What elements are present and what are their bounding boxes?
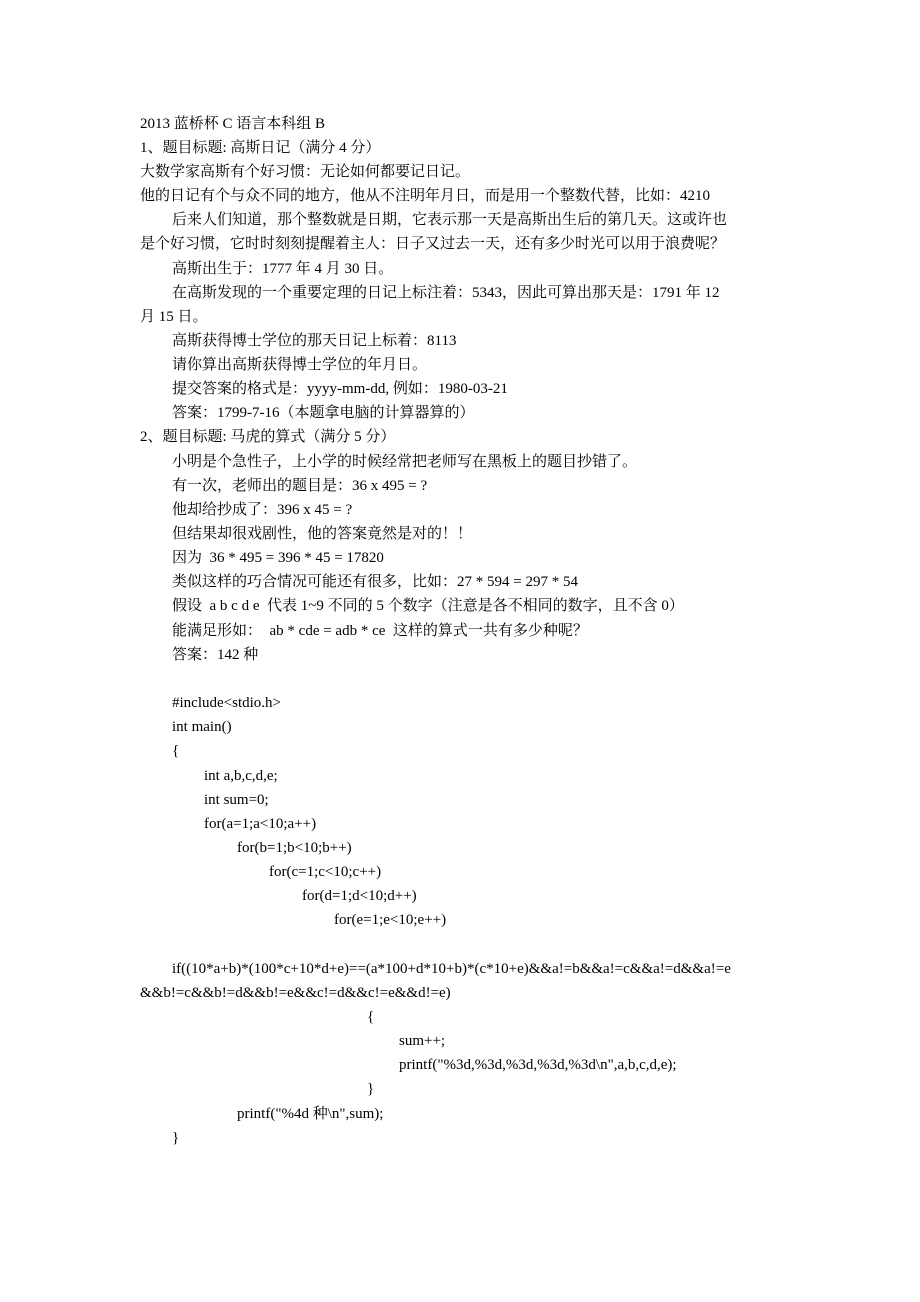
code-line: } <box>172 1130 180 1146</box>
q1-paragraph-8: 提交答案的格式是：yyyy-mm-dd, 例如：1980-03-21 <box>172 381 508 397</box>
code-line: if((10*a+b)*(100*c+10*d+e)==(a*100+d*10+b)*(c*10+e)&&a!=b&&a!=c&&a!=d&&a!=e <box>172 961 731 977</box>
code-line: for(c=1;c<10;c++) <box>269 864 382 880</box>
q1-answer: 答案：1799-7-16（本题拿电脑的计算器算的） <box>172 405 475 421</box>
q2-paragraph-2: 有一次，老师出的题目是：36 x 495 = ? <box>172 478 428 494</box>
q1-paragraph-5a: 在高斯发现的一个重要定理的日记上标注着：5343，因此可算出那天是：1791 年 12 <box>172 285 720 301</box>
q2-paragraph-1: 小明是个急性子，上小学的时候经常把老师写在黑板上的题目抄错了。 <box>172 454 638 470</box>
q2-paragraph-7: 假设 a b c d e 代表 1~9 不同的 5 个数字（注意是各不相同的数字，且不含 0） <box>172 598 684 614</box>
q2-paragraph-3: 他却给抄成了：396 x 45 = ? <box>172 502 353 518</box>
q1-paragraph-7: 请你算出高斯获得博士学位的年月日。 <box>172 357 428 373</box>
q2-paragraph-5: 因为 36 * 495 = 396 * 45 = 17820 <box>172 550 384 566</box>
code-line: for(a=1;a<10;a++) <box>204 816 317 832</box>
q1-paragraph-6: 高斯获得博士学位的那天日记上标着：8113 <box>172 333 457 349</box>
q2-answer: 答案：142 种 <box>172 647 259 663</box>
code-line: printf("%4d 种\n",sum); <box>237 1106 384 1122</box>
q1-paragraph-4: 高斯出生于：1777 年 4 月 30 日。 <box>172 261 394 277</box>
q1-paragraph-5b: 月 15 日。 <box>140 309 208 325</box>
code-line: for(e=1;e<10;e++) <box>334 912 447 928</box>
question-1-heading: 1、题目标题: 高斯日记（满分 4 分） <box>140 140 381 156</box>
q2-paragraph-4: 但结果却很戏剧性，他的答案竟然是对的！！ <box>172 526 473 542</box>
code-line: for(d=1;d<10;d++) <box>302 888 417 904</box>
document-title: 2013 蓝桥杯 C 语言本科组 B <box>140 116 326 132</box>
q1-paragraph-1: 大数学家高斯有个好习惯：无论如何都要记日记。 <box>140 164 471 180</box>
q2-paragraph-6: 类似这样的巧合情况可能还有很多，比如：27 * 594 = 297 * 54 <box>172 574 578 590</box>
code-line: &&b!=c&&b!=d&&b!=e&&c!=d&&c!=e&&d!=e) <box>140 985 451 1001</box>
code-line: int a,b,c,d,e; <box>204 768 278 784</box>
code-line: for(b=1;b<10;b++) <box>237 840 352 856</box>
code-line: } <box>367 1081 375 1097</box>
code-line: int main() <box>172 719 232 735</box>
question-2-heading: 2、题目标题: 马虎的算式（满分 5 分） <box>140 429 396 445</box>
q1-paragraph-3a: 后来人们知道，那个整数就是日期，它表示那一天是高斯出生后的第几天。这或许也 <box>172 212 728 228</box>
q1-paragraph-3b: 是个好习惯，它时时刻刻提醒着主人：日子又过去一天，还有多少时光可以用于浪费呢？ <box>140 236 726 252</box>
code-line: #include<stdio.h> <box>172 695 281 711</box>
q1-paragraph-2: 他的日记有个与众不同的地方，他从不注明年月日，而是用一个整数代替，比如：4210 <box>140 188 711 204</box>
code-line: printf("%3d,%3d,%3d,%3d,%3d\n",a,b,c,d,e); <box>399 1057 677 1073</box>
code-line: { <box>367 1009 375 1025</box>
q2-paragraph-8: 能满足形如： ab * cde = adb * ce 这样的算式一共有多少种呢？ <box>172 623 588 639</box>
code-line: sum++; <box>399 1033 446 1049</box>
code-line: int sum=0; <box>204 792 269 808</box>
code-line: { <box>172 743 180 759</box>
